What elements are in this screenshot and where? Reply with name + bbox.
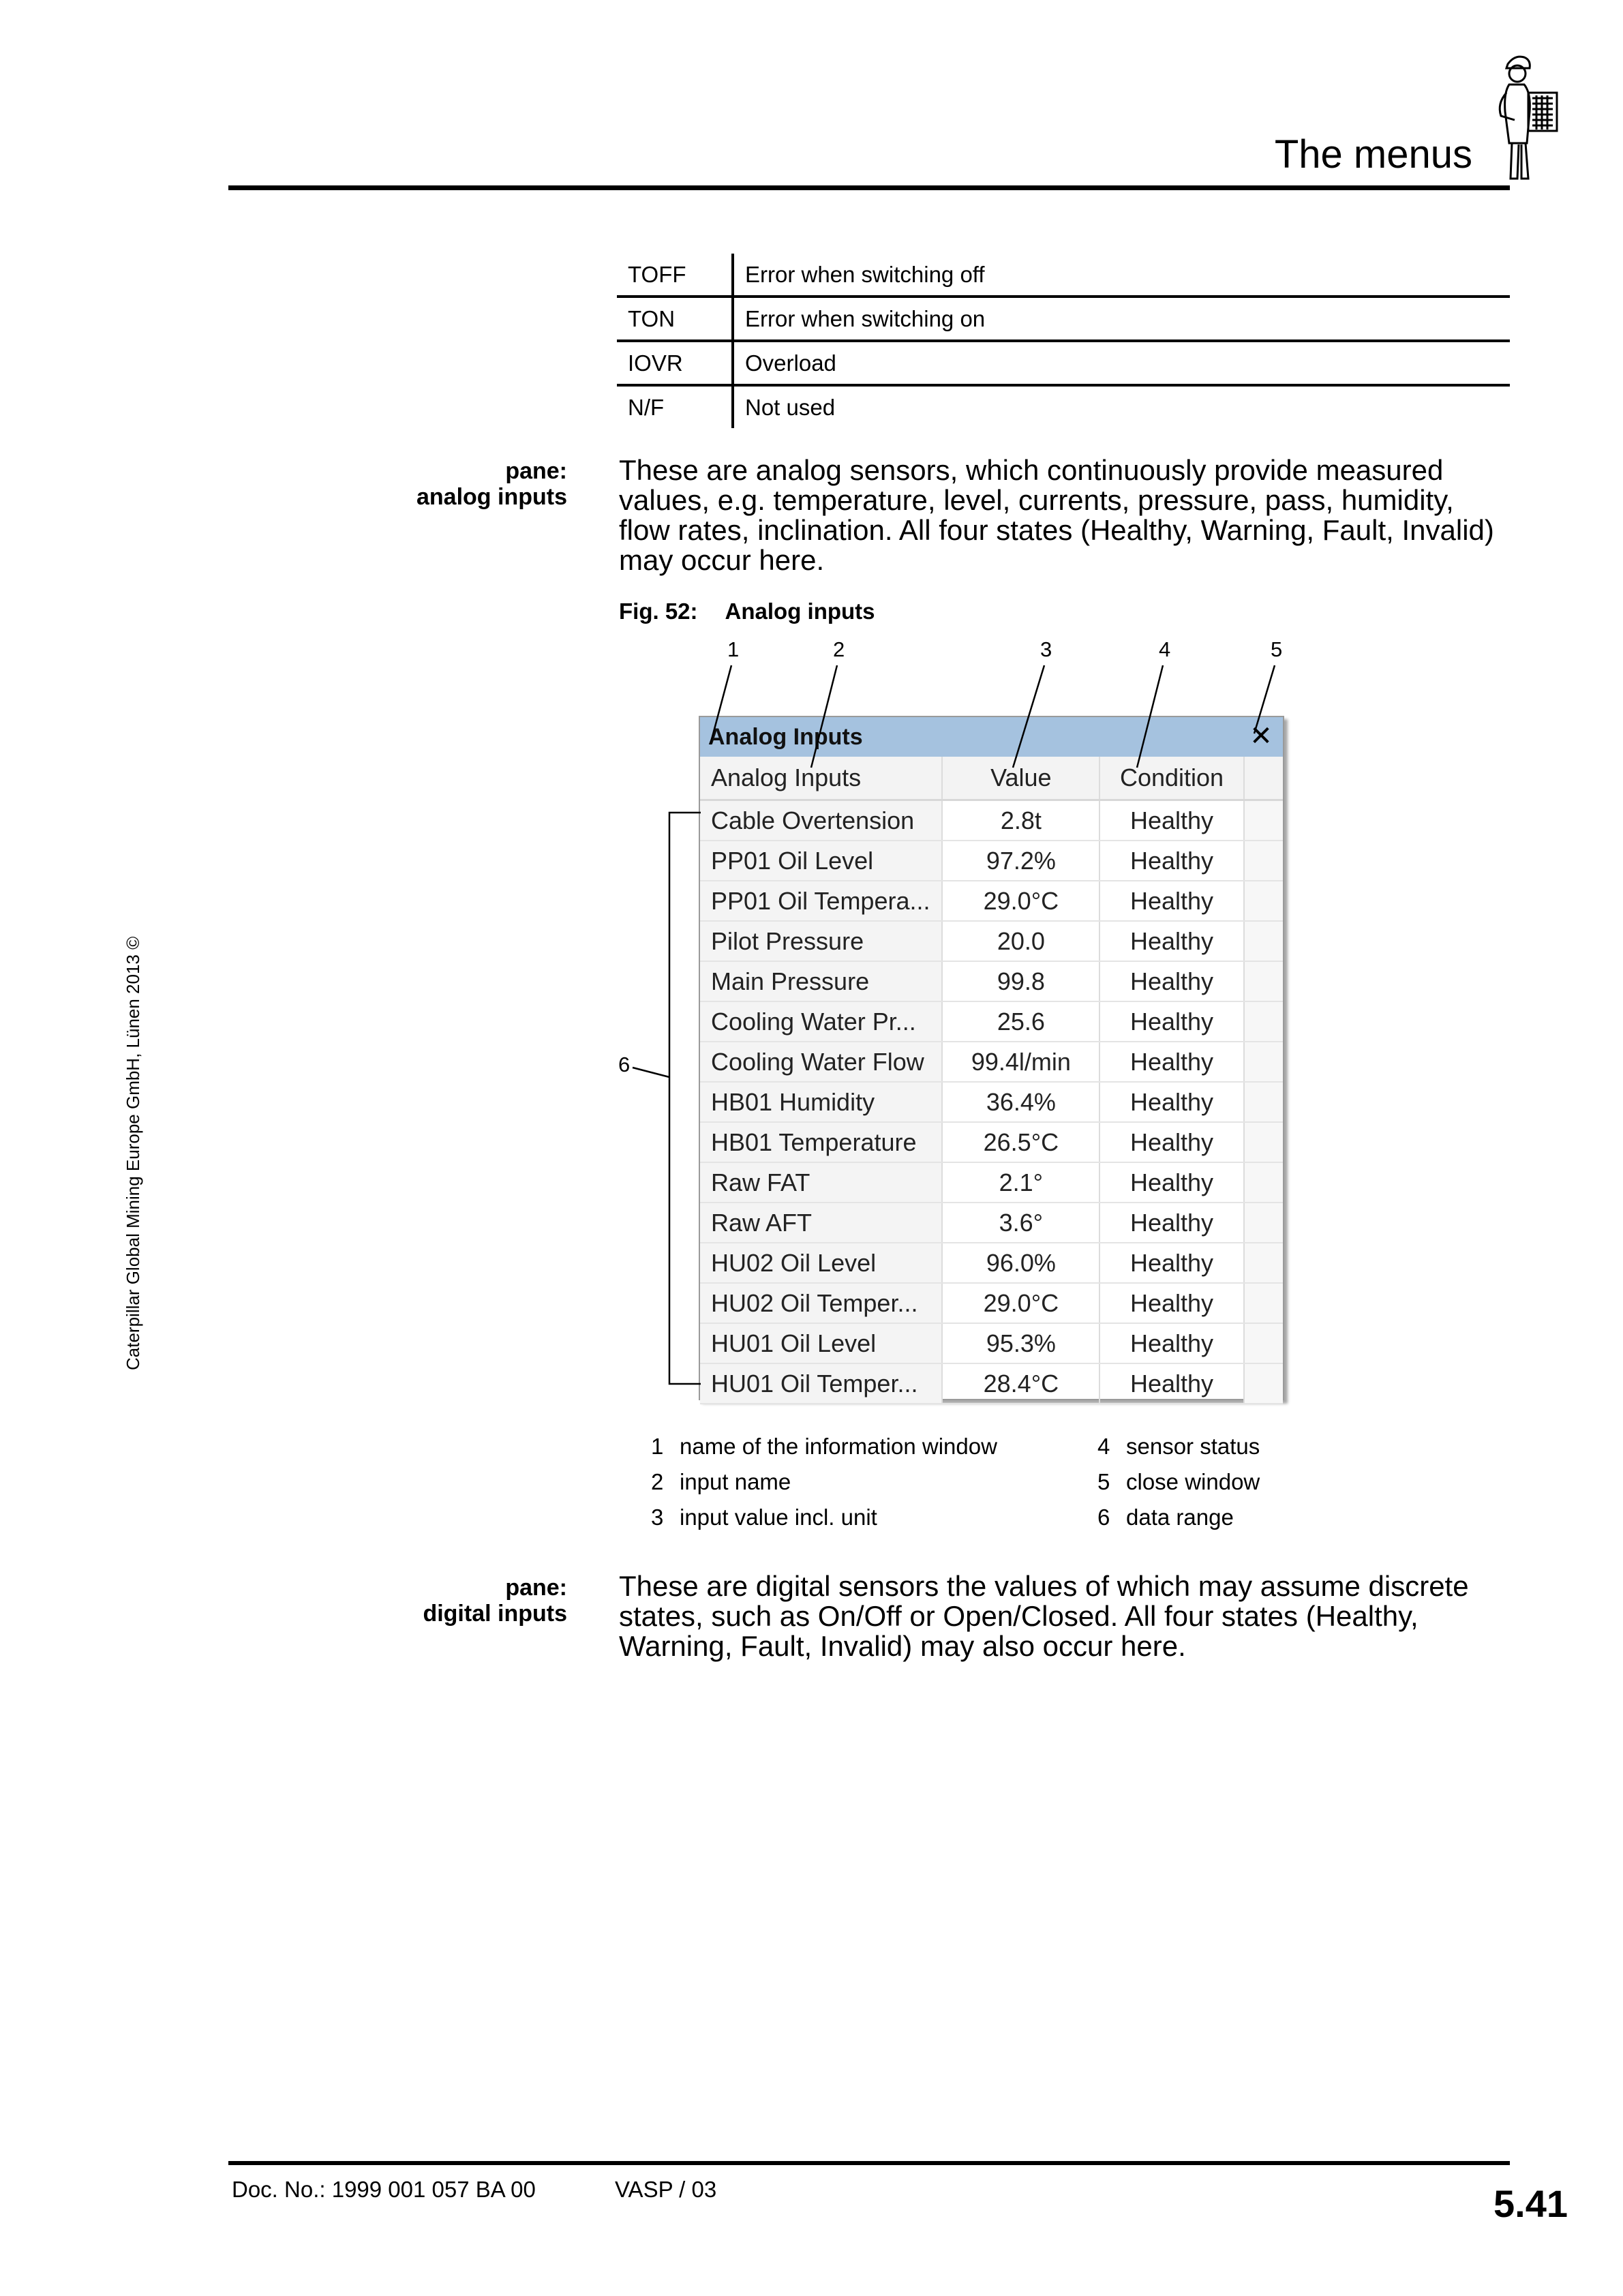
footer-rule [228,2161,1510,2165]
legend-item [1097,1504,1234,1531]
input-value-cell: 3.6° [942,1203,1099,1243]
input-value-cell: 20.0 [942,921,1099,961]
error-code: IOVR [617,341,733,385]
callout-3: 3 [1040,637,1052,661]
callout-1: 1 [727,637,740,661]
copyright-symbol: © [123,936,143,950]
input-name-cell: HU01 Oil Level [700,1323,942,1363]
leader-line-5 [1254,665,1275,734]
input-condition-cell: Healthy [1099,1363,1243,1404]
input-condition-cell: Healthy [1099,921,1243,961]
input-condition-cell: Healthy [1099,1082,1243,1122]
input-condition-cell: Healthy [1099,1323,1243,1363]
table-row [617,385,1510,428]
document-revision: VASP / 03 [615,2177,717,2202]
legend-item [1097,1468,1260,1496]
input-condition-cell: Healthy [1099,800,1243,841]
margin-label-digital [341,1575,567,1627]
legend-text: input value incl. unit [680,1505,877,1530]
legend-number: 1 [651,1434,664,1459]
margin-label-line: digital inputs [423,1601,567,1627]
input-name-cell: HB01 Temperature [700,1122,942,1162]
input-condition-cell: Healthy [1099,1122,1243,1162]
input-name-cell: PP01 Oil Tempera... [700,881,942,921]
input-value-cell: 2.1° [942,1162,1099,1203]
figure-caption [619,599,875,624]
column-header-condition[interactable]: Condition [1099,757,1243,800]
column-header-name[interactable]: Analog Inputs [700,757,942,800]
legend-number: 6 [1097,1505,1110,1530]
page-title: The menus [1274,132,1472,177]
column-header-value[interactable]: Value [942,757,1099,800]
input-value-cell: 26.5°C [942,1122,1099,1162]
legend-item [651,1504,877,1531]
worker-with-clipboard-icon [1479,49,1568,185]
callout-leader-lines [613,634,1309,1404]
analog-description: These are analog sensors, which continuously provide measured values, e.g. temperature, level, currents, pressure, pass, humidity, flow rates, inclination. All four states (Healthy, Warning, Fault, Invalid) may occur here. [619,454,1494,576]
legend-text: data range [1126,1505,1234,1530]
table-row [617,297,1510,341]
error-description: Error when switching off [745,261,985,287]
margin-label-analog [341,458,567,510]
leader-line-6 [633,1068,669,1077]
error-code: N/F [617,385,733,428]
callout-4: 4 [1159,637,1171,661]
figure-number: Fig. 52: [619,599,698,624]
table-row [617,341,1510,385]
margin-label-line: pane: [505,458,567,484]
leader-line-2 [811,665,837,768]
legend-number: 2 [651,1469,664,1494]
legend-text: sensor status [1126,1434,1260,1459]
legend-number: 5 [1097,1469,1110,1494]
margin-label-line: pane: [505,1575,567,1601]
page-number: 5.41 [1493,2182,1568,2225]
input-value-cell: 96.0% [942,1243,1099,1283]
legend-number: 3 [651,1505,664,1530]
legend-item [1097,1433,1260,1460]
input-condition-cell: Healthy [1099,1162,1243,1203]
input-name-cell: Cooling Water Flow [700,1042,942,1082]
input-value-cell: 36.4% [942,1082,1099,1122]
input-condition-cell: Healthy [1099,1243,1243,1283]
digital-description: These are digital sensors the values of which may assume discrete states, such as On/Off or Open/Closed. All four states (Healthy, Warning, Fault, Invalid) may also occur here. [619,1570,1469,1662]
input-condition-cell: Healthy [1099,841,1243,881]
legend-item [651,1468,791,1496]
input-condition-cell: Healthy [1099,1001,1243,1042]
input-condition-cell: Healthy [1099,881,1243,921]
error-code: TON [617,297,733,341]
table-row [617,254,1510,297]
input-value-cell: 97.2% [942,841,1099,881]
error-description: Not used [733,385,1510,428]
callout-6: 6 [618,1053,631,1076]
copyright-text: Caterpillar Global Mining Europe GmbH, Lünen 2013 [123,954,143,1370]
document-number: Doc. No.: 1999 001 057 BA 00 [232,2177,536,2202]
header-rule [228,185,1510,190]
callout-5: 5 [1271,637,1283,661]
leader-line-4 [1137,665,1163,768]
input-value-cell: 2.8t [942,800,1099,841]
error-code-table [617,254,1510,428]
input-name-cell: HU01 Oil Temper... [700,1363,942,1404]
input-name-cell: HB01 Humidity [700,1082,942,1122]
legend-text: input name [680,1469,791,1494]
callout-2: 2 [833,637,845,661]
side-copyright [123,893,143,1370]
legend-text: name of the information window [680,1434,997,1459]
input-name-cell: Raw FAT [700,1162,942,1203]
input-value-cell: 29.0°C [942,1283,1099,1323]
input-name-cell: Pilot Pressure [700,921,942,961]
input-condition-cell: Healthy [1099,1283,1243,1323]
leader-line-3 [1013,665,1044,768]
input-value-cell: 29.0°C [942,881,1099,921]
input-name-cell: PP01 Oil Level [700,841,942,881]
error-description: Overload [733,341,1510,385]
legend-number: 4 [1097,1434,1110,1459]
input-value-cell: 99.4l/min [942,1042,1099,1082]
input-name-cell: Raw AFT [700,1203,942,1243]
data-range-bracket [669,813,701,1384]
input-condition-cell: Healthy [1099,1203,1243,1243]
margin-label-line: analog inputs [416,484,567,510]
window-title: Analog Inputs [700,717,1283,757]
input-name-cell: Cable Overtension [700,800,942,841]
legend-text: close window [1126,1469,1260,1494]
input-condition-cell: Healthy [1099,1042,1243,1082]
input-value-cell: 25.6 [942,1001,1099,1042]
close-icon[interactable]: ✕ [1249,721,1273,751]
legend-item [651,1433,997,1460]
figure-title: Analog inputs [725,599,875,624]
input-name-cell: HU02 Oil Temper... [700,1283,942,1323]
input-value-cell: 99.8 [942,961,1099,1001]
input-name-cell: Main Pressure [700,961,942,1001]
input-name-cell: HU02 Oil Level [700,1243,942,1283]
error-description: Error when switching on [733,297,1510,341]
leader-line-1 [710,665,731,744]
input-name-cell: Cooling Water Pr... [700,1001,942,1042]
error-code: TOFF [617,254,733,297]
input-value-cell: 28.4°C [942,1363,1099,1404]
input-condition-cell: Healthy [1099,961,1243,1001]
input-value-cell: 95.3% [942,1323,1099,1363]
